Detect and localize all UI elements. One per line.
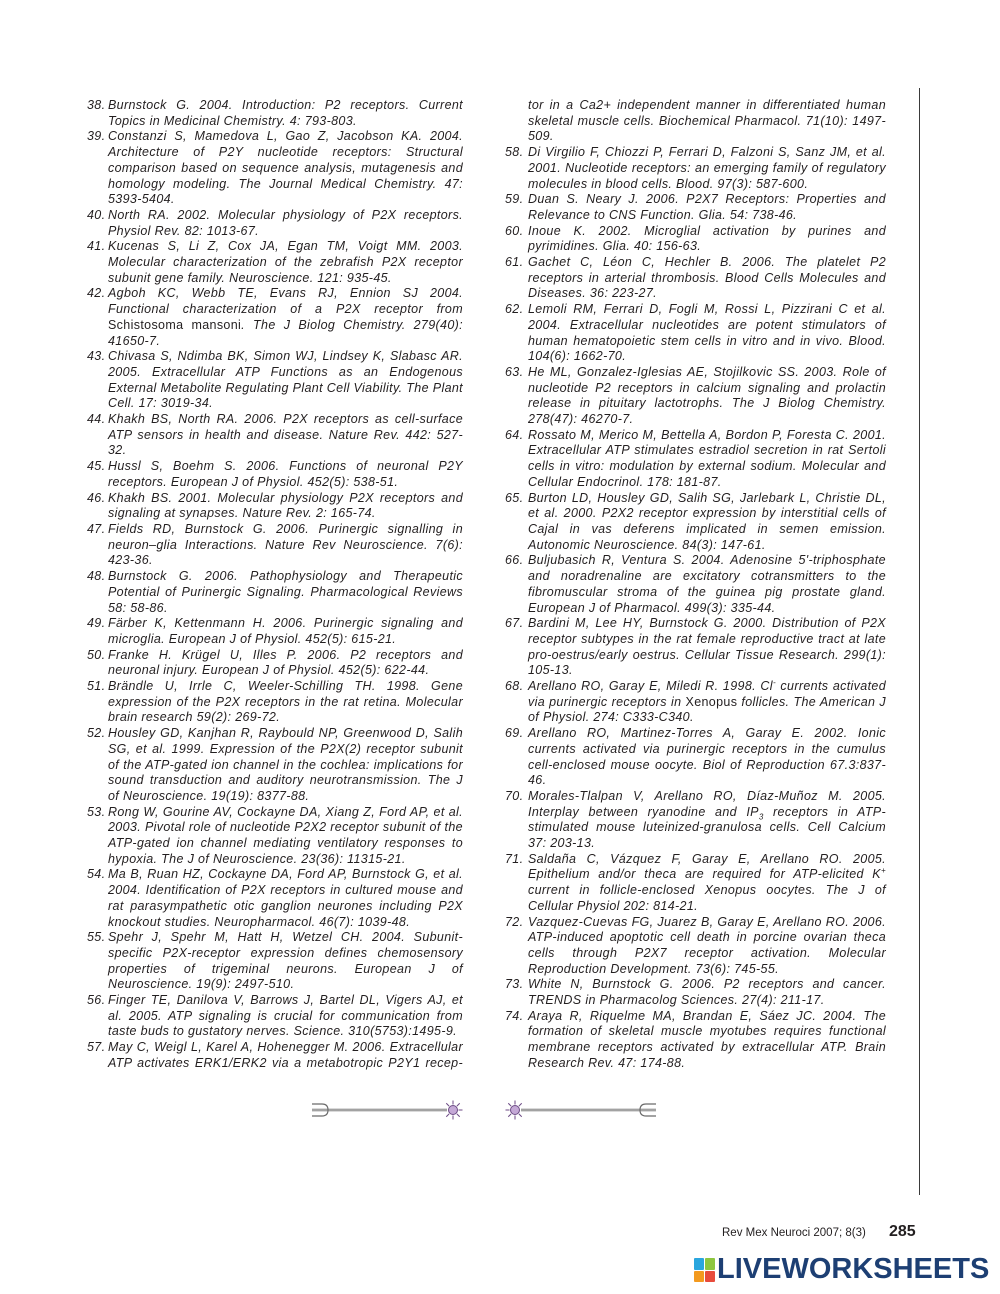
reference-number: 70.	[505, 788, 524, 803]
reference-number: 68.	[505, 679, 524, 694]
reference-item-71	[505, 852, 886, 915]
reference-column-left	[87, 98, 463, 1072]
reference-number: 41.	[87, 239, 106, 254]
citation-subscript: 3	[758, 812, 764, 822]
reference-citation	[108, 459, 463, 490]
reference-number: 39.	[87, 129, 106, 144]
reference-citation	[108, 930, 463, 993]
reference-citation	[108, 98, 463, 129]
reference-item-40	[87, 208, 463, 239]
reference-item-65	[505, 491, 886, 554]
reference-citation	[528, 616, 886, 679]
reference-number: 47.	[87, 521, 106, 536]
reference-citation	[528, 491, 886, 554]
reference-item-50	[87, 648, 463, 679]
reference-item-39	[87, 129, 463, 208]
reference-item-53	[87, 805, 463, 868]
reference-number: 52.	[87, 726, 106, 741]
citation-text: Arellano RO, Garay E, Miledi R. 1998. Cl	[528, 679, 773, 694]
citation-text: May C, Weigl L, Karel A, Hohenegger M. 2006. Extracellular ATP activates ERK1/ERK2 via a metabotropic P2Y1 recep-	[108, 1040, 463, 1070]
reference-number: 62.	[505, 302, 524, 317]
reference-citation	[528, 977, 886, 1008]
reference-item-68	[505, 679, 886, 726]
citation-supscript: -	[772, 677, 776, 687]
reference-citation	[528, 145, 886, 192]
reference-number: 50.	[87, 647, 106, 662]
reference-citation	[108, 993, 463, 1040]
reference-item-57	[87, 1040, 463, 1071]
reference-number	[505, 98, 528, 145]
reference-column-right	[505, 98, 886, 1072]
citation-text: White N, Burnstock G. 2006. P2 receptors and cancer. TRENDS in Pharmacolog Sciences. 27(4): 211-17.	[528, 977, 886, 1008]
logo-tile	[705, 1258, 715, 1270]
citation-text: Burnstock G. 2006. Pathophysiology and Therapeutic Potential of Purinergic Signaling. Pharmacological Reviews 58: 58-86.	[108, 569, 463, 615]
citation-text: follicles. The American J of Physiol. 274: C333-C340.	[528, 694, 886, 725]
reference-number: 51.	[87, 679, 106, 694]
reference-item-46	[87, 491, 463, 522]
reference-number: 71.	[505, 851, 524, 866]
reference-citation	[108, 679, 463, 726]
citation-text: Rossato M, Merico M, Bettella A, Bordon P, Foresta C. 2001. Extracellular ATP stimulates estradiol secretion in rat Sertoli cells in vitro: modulation by external sodium. Molecular and Cellular Endocrinol. 178: 181-87.	[528, 427, 886, 489]
reference-number: 46.	[87, 490, 106, 505]
journal-issue: Rev Mex Neuroci 2007; 8(3)	[722, 1227, 866, 1239]
reference-item-74	[505, 1009, 886, 1072]
reference-citation	[108, 726, 463, 805]
reference-citation	[528, 98, 886, 145]
citation-text: currents activated via purinergic receptors in	[528, 679, 887, 709]
right-ornament	[506, 1101, 657, 1120]
reference-citation	[528, 553, 886, 616]
reference-item-49	[87, 616, 463, 647]
margin-rule	[919, 88, 920, 1195]
reference-citation	[528, 224, 886, 255]
reference-number: 66.	[505, 553, 524, 568]
axon-terminal-left-icon	[312, 1104, 328, 1116]
citation-text: He ML, Gonzalez-Iglesias AE, Stojilkovic SS. 2003. Role of nucleotide P2 receptors in calcium signaling and prolactin release in pituitary lactotrophs. The J Biolog Chemistry. 278(47): 46270-7.	[528, 364, 886, 427]
citation-text: Vazquez-Cuevas FG, Juarez B, Garay E, Arellano RO. 2006. ATP-induced apoptotic cell death in porcine ovarian theca cells through P2X7 receptor activation. Molecular Reproduction Development. 73(6): 745-55.	[528, 914, 886, 976]
reference-number: 54.	[87, 867, 106, 882]
reference-citation	[108, 129, 463, 208]
reference-citation	[108, 522, 463, 569]
reference-item-44	[87, 412, 463, 459]
citation-text: Lemoli RM, Ferrari D, Fogli M, Rossi L, Pizzirani C et al. 2004. Extracellular nucleotides are potent stimulators of human hematopoietic stem cells in vitro and in vivo. Blood. 104(6): 1662-70.	[528, 302, 886, 364]
reference-number: 49.	[87, 616, 106, 631]
reference-item-56	[87, 993, 463, 1040]
citation-text: Arellano RO, Martinez-Torres A, Garay E. 2002. Ionic currents activated via purinergic receptors in the cumulus cell-enclosed mouse oocyte. Biol of Reproduction 67.3:837-46.	[528, 726, 886, 788]
reference-item-52	[87, 726, 463, 805]
reference-item-58	[505, 145, 886, 192]
citation-text: Fields RD, Burnstock G. 2006. Purinergic signalling in neuron–glia Interactions. Nature Rev Neuroscience. 7(6): 423-36.	[108, 521, 463, 568]
axon-terminal-right-icon	[640, 1104, 656, 1116]
logo-tile	[705, 1271, 715, 1283]
species-name: Xenopus	[685, 694, 738, 709]
citation-text: Khakh BS, North RA. 2006. P2X receptors as cell-surface ATP sensors in health and disease. Nature Rev. 442: 527-32.	[108, 412, 463, 458]
left-ornament	[312, 1101, 463, 1120]
reference-number: 59.	[505, 192, 524, 207]
citation-text: Agboh KC, Webb TE, Evans RJ, Ennion SJ 2004. Functional characterization of a P2X receptor from	[108, 286, 463, 317]
reference-citation	[108, 491, 463, 522]
reference-item-55	[87, 930, 463, 993]
reference-citation	[528, 255, 886, 302]
reference-item-67	[505, 616, 886, 679]
species-name: Schistosoma mansoni	[108, 317, 242, 332]
citation-text: receptors in ATP-stimulated mouse luteinized-granulosa cells. Cell Calcium 37: 203-13.	[528, 804, 886, 851]
reference-number: 55.	[87, 930, 106, 945]
reference-citation	[108, 208, 463, 239]
reference-item-63	[505, 365, 886, 428]
citation-text: . The J Biolog Chemistry. 279(40): 41650-7.	[108, 317, 463, 348]
citation-text: Burnstock G. 2004. Introduction: P2 receptors. Current Topics in Medicinal Chemistry. 4: 793-803.	[108, 98, 463, 128]
reference-item-60	[505, 224, 886, 255]
reference-citation	[108, 286, 463, 349]
citation-text: current in follicle-enclosed Xenopus oocytes. The J of Cellular Physiol 202: 814-21.	[528, 883, 886, 913]
citation-text: Burton LD, Housley GD, Salih SG, Jarlebark L, Christie DL, et al. 2000. P2X2 receptor expression by interstitial cells of Cajal in vas deferens implicated in semen emission. Autonomic Neuroscience. 84(3): 147-61.	[528, 490, 886, 552]
reference-item-64	[505, 428, 886, 491]
reference-item-continuation	[505, 98, 886, 145]
reference-number: 61.	[505, 255, 524, 270]
reference-citation	[528, 789, 886, 852]
citation-text: Constanzi S, Mamedova L, Gao Z, Jacobson KA. 2004. Architecture of P2Y nucleotide receptors: Structural comparison based on sequence analysis, mutagenesis and homology modeling. The Journal Medical Chemistry. 47: 5393-5404.	[108, 129, 463, 207]
citation-supscript: +	[880, 866, 886, 876]
reference-citation	[528, 1009, 886, 1072]
reference-number: 43.	[87, 349, 106, 364]
citation-text: Araya R, Riquelme MA, Brandan E, Sáez JC. 2004. The formation of skeletal muscle myotubes requires functional membrane receptors activated by extracellular ATP. Brain Research Rev. 47: 174-88.	[528, 1008, 886, 1070]
reference-number: 42.	[87, 286, 106, 301]
reference-citation	[108, 1040, 463, 1071]
reference-number: 60.	[505, 223, 524, 238]
logo-tile	[694, 1271, 704, 1283]
reference-number: 67.	[505, 616, 524, 631]
reference-citation	[528, 365, 886, 428]
reference-number: 57.	[87, 1040, 106, 1055]
citation-text: Khakh BS. 2001. Molecular physiology P2X receptors and signaling at synapses. Nature Rev. 2: 165-74.	[108, 490, 463, 521]
citation-text: Housley GD, Kanjhan R, Raybould NP, Greenwood D, Salih SG, et al. 1999. Expression of the P2X(2) receptor subunit of the ATP-gated ion channel in the cochlea: implications for sound transduction and auditory neurotransmission. The J of Neuroscience. 19(19): 8377-88.	[108, 726, 463, 803]
reference-number: 58.	[505, 145, 524, 160]
reference-number: 63.	[505, 364, 524, 379]
liveworksheets-logo-text: LIVEWORKSHEETS	[717, 1253, 990, 1285]
reference-item-73	[505, 977, 886, 1008]
reference-item-51	[87, 679, 463, 726]
reference-number: 56.	[87, 993, 106, 1008]
neuron-icon	[506, 1101, 522, 1120]
reference-item-66	[505, 553, 886, 616]
reference-number: 73.	[505, 977, 524, 992]
reference-citation	[528, 915, 886, 978]
reference-citation	[108, 867, 463, 930]
citation-text: tor in a Ca2+ independent manner in differentiated human skeletal muscle cells. Biochemical Pharmacol. 71(10): 1497-509.	[528, 98, 886, 144]
reference-citation	[528, 679, 886, 726]
reference-item-48	[87, 569, 463, 616]
neuron-icon	[446, 1101, 462, 1120]
citation-text: Morales-Tlalpan V, Arellano RO, Díaz-Muñoz M. 2005. Interplay between ryanodine and IP	[528, 788, 886, 819]
reference-number: 72.	[505, 914, 524, 929]
reference-item-59	[505, 192, 886, 223]
citation-text: Finger TE, Danilova V, Barrows J, Bartel DL, Vigers AJ, et al. 2005. ATP signaling is crucial for communication from taste buds to gustatory nerves. Science. 310(5753):1495-9.	[108, 993, 463, 1039]
citation-text: Spehr J, Spehr M, Hatt H, Wetzel CH. 2004. Subunit-specific P2X-receptor expression defines chemosensory properties of trigeminal neurons. European J of Neuroscience. 19(9): 2497-510.	[108, 930, 463, 992]
reference-citation	[108, 412, 463, 459]
citation-text: Buljubasich R, Ventura S. 2004. Adenosine 5'-triphosphate and noradrenaline are excitatory cotransmitters to the fibromuscular stroma of the guinea pig prostate gland. European J of Pharmacol. 499(3): 335-44.	[528, 553, 886, 615]
reference-number: 65.	[505, 490, 524, 505]
reference-number: 48.	[87, 569, 106, 584]
citation-text: North RA. 2002. Molecular physiology of P2X receptors. Physiol Rev. 82: 1013-67.	[108, 207, 463, 238]
reference-citation	[528, 726, 886, 789]
page-number: 285	[889, 1223, 916, 1240]
citation-text: Rong W, Gourine AV, Cockayne DA, Xiang Z, Ford AP, et al. 2003. Pivotal role of nucleotide P2X2 receptor subunit of the ATP-gated ion channel mediating ventilatory responses to hypoxia. The J of Neuroscience. 23(36): 11315-21.	[108, 804, 463, 866]
reference-citation	[108, 616, 463, 647]
reference-item-54	[87, 867, 463, 930]
citation-text: Duan S. Neary J. 2006. P2X7 Receptors: Properties and Relevance to CNS Function. Glia. 54: 738-46.	[528, 192, 886, 222]
citation-text: Kucenas S, Li Z, Cox JA, Egan TM, Voigt MM. 2003. Molecular characterization of the zebrafish P2X receptor subunit gene family. Neuroscience. 121: 935-45.	[108, 239, 463, 285]
reference-citation	[528, 302, 886, 365]
reference-citation	[108, 648, 463, 679]
reference-citation	[108, 239, 463, 286]
citation-text: Bardini M, Lee HY, Burnstock G. 2000. Distribution of P2X receptor subtypes in the rat female reproductive tract at late pro-oestrus/early oestrus. Cellular Tissue Research. 299(1): 105-13.	[528, 616, 886, 678]
reference-item-38	[87, 98, 463, 129]
reference-number: 74.	[505, 1008, 524, 1023]
reference-number: 64.	[505, 427, 524, 442]
reference-number: 53.	[87, 804, 106, 819]
reference-item-72	[505, 915, 886, 978]
reference-number: 38.	[87, 98, 106, 112]
citation-text: Hussl S, Boehm S. 2006. Functions of neuronal P2Y receptors. European J of Physiol. 452(5): 538-51.	[108, 459, 463, 489]
citation-text: Gachet C, Léon C, Hechler B. 2006. The platelet P2 receptors in arterial thrombosis. Blood Cells Molecules and Diseases. 36: 223-27.	[528, 255, 886, 301]
reference-number: 69.	[505, 726, 524, 741]
reference-item-42	[87, 286, 463, 349]
citation-text: Ma B, Ruan HZ, Cockayne DA, Ford AP, Burnstock G, et al. 2004. Identification of P2X receptors in cultured mouse and rat parasympathetic otic ganglion neurones including P2X knockout studies. Neuropharmacol. 46(7): 1039-48.	[108, 867, 463, 929]
reference-citation	[528, 852, 886, 915]
reference-item-70	[505, 789, 886, 852]
citation-text: Di Virgilio F, Chiozzi P, Ferrari D, Falzoni S, Sanz JM, et al. 2001. Nucleotide receptors: an emerging family of regulatory molecules in blood cells. Blood. 97(3): 587-600.	[528, 145, 886, 191]
reference-item-41	[87, 239, 463, 286]
citation-text: Brändle U, Irrle C, Weeler-Schilling TH. 1998. Gene expression of the P2X receptors in the rat retina. Molecular brain research 59(2): 269-72.	[108, 679, 463, 725]
liveworksheets-logo-icon	[694, 1258, 715, 1282]
reference-item-43	[87, 349, 463, 412]
reference-item-62	[505, 302, 886, 365]
reference-citation	[528, 192, 886, 223]
reference-number: 44.	[87, 412, 106, 427]
citation-text: Franke H. Krügel U, Illes P. 2006. P2 receptors and neuronal injury. European J of Physiol. 452(5): 622-44.	[108, 647, 463, 678]
reference-citation	[108, 569, 463, 616]
section-end-ornament	[300, 1096, 670, 1124]
citation-text: Färber K, Kettenmann H. 2006. Purinergic signaling and microglia. European J of Physiol. 452(5): 615-21.	[108, 616, 463, 646]
reference-item-45	[87, 459, 463, 490]
reference-citation	[528, 428, 886, 491]
citation-text: Chivasa S, Ndimba BK, Simon WJ, Lindsey K, Slabasc AR. 2005. Extracellular ATP Functions as an Endogenous External Metabolite Regulating Plant Cell Viability. The Plant Cell. 17: 3019-34.	[108, 349, 463, 411]
reference-item-61	[505, 255, 886, 302]
reference-number: 45.	[87, 459, 106, 474]
reference-citation	[108, 349, 463, 412]
reference-item-47	[87, 522, 463, 569]
logo-tile	[694, 1258, 704, 1270]
reference-number: 40.	[87, 207, 106, 222]
citation-text: Inoue K. 2002. Microglial activation by purines and pyrimidines. Glia. 40: 156-63.	[528, 223, 886, 254]
citation-text: Saldaña C, Vázquez F, Garay E, Arellano RO. 2005. Epithelium and/or theca are required for ATP-elicited K	[528, 851, 886, 882]
reference-citation	[108, 805, 463, 868]
reference-item-69	[505, 726, 886, 789]
